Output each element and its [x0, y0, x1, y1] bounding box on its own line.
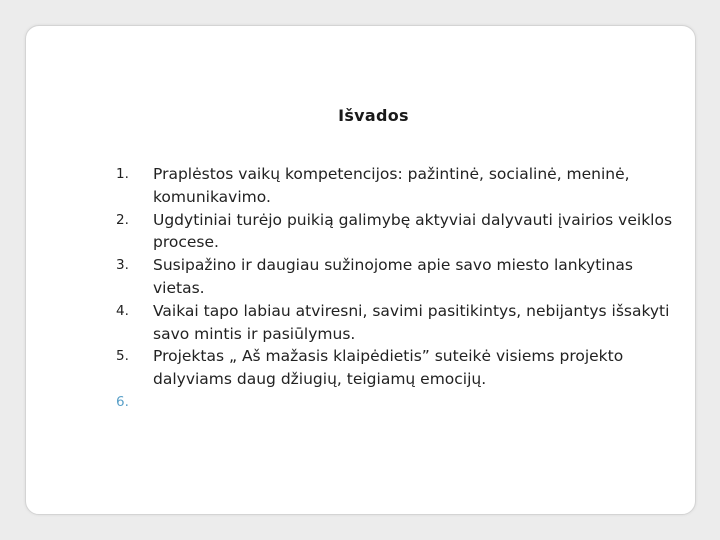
list-number: 2.: [116, 211, 129, 228]
list-item-empty: [116, 391, 676, 414]
list-item: [116, 300, 676, 346]
slide: [25, 25, 696, 515]
list-item-text: Vaikai tapo labiau atviresni, savimi pasitikintys, nebijantys išsakyti savo mintis ir pasiūlymus.: [153, 301, 670, 343]
list-item: [116, 163, 676, 209]
list-item: [116, 345, 676, 391]
list-item: [116, 209, 676, 255]
list-number: 5.: [116, 348, 129, 365]
list-number: 1.: [116, 166, 129, 182]
list-item: [116, 254, 676, 300]
slide-title: Išvados: [338, 106, 409, 125]
list-number: 6.: [116, 393, 129, 410]
list-item-text: Projektas „ Aš mažasis klaipėdietis” suteikė visiems projekto dalyviams daug džiugių, teigiamų emocijų.: [153, 347, 624, 389]
list-number: 4.: [116, 302, 129, 319]
list-item-text: Ugdytiniai turėjo puikią galimybę aktyviai dalyvauti įvairios veiklos procese.: [153, 210, 673, 252]
list-number: 3.: [116, 257, 129, 274]
list-item-text: Praplėstos vaikų kompetencijos: pažintinė, socialinė, meninė, komunikavimo.: [153, 165, 630, 206]
list-item-text: Susipažino ir daugiau sužinojome apie savo miesto lankytinas vietas.: [153, 256, 633, 297]
conclusions-list: [116, 163, 676, 414]
